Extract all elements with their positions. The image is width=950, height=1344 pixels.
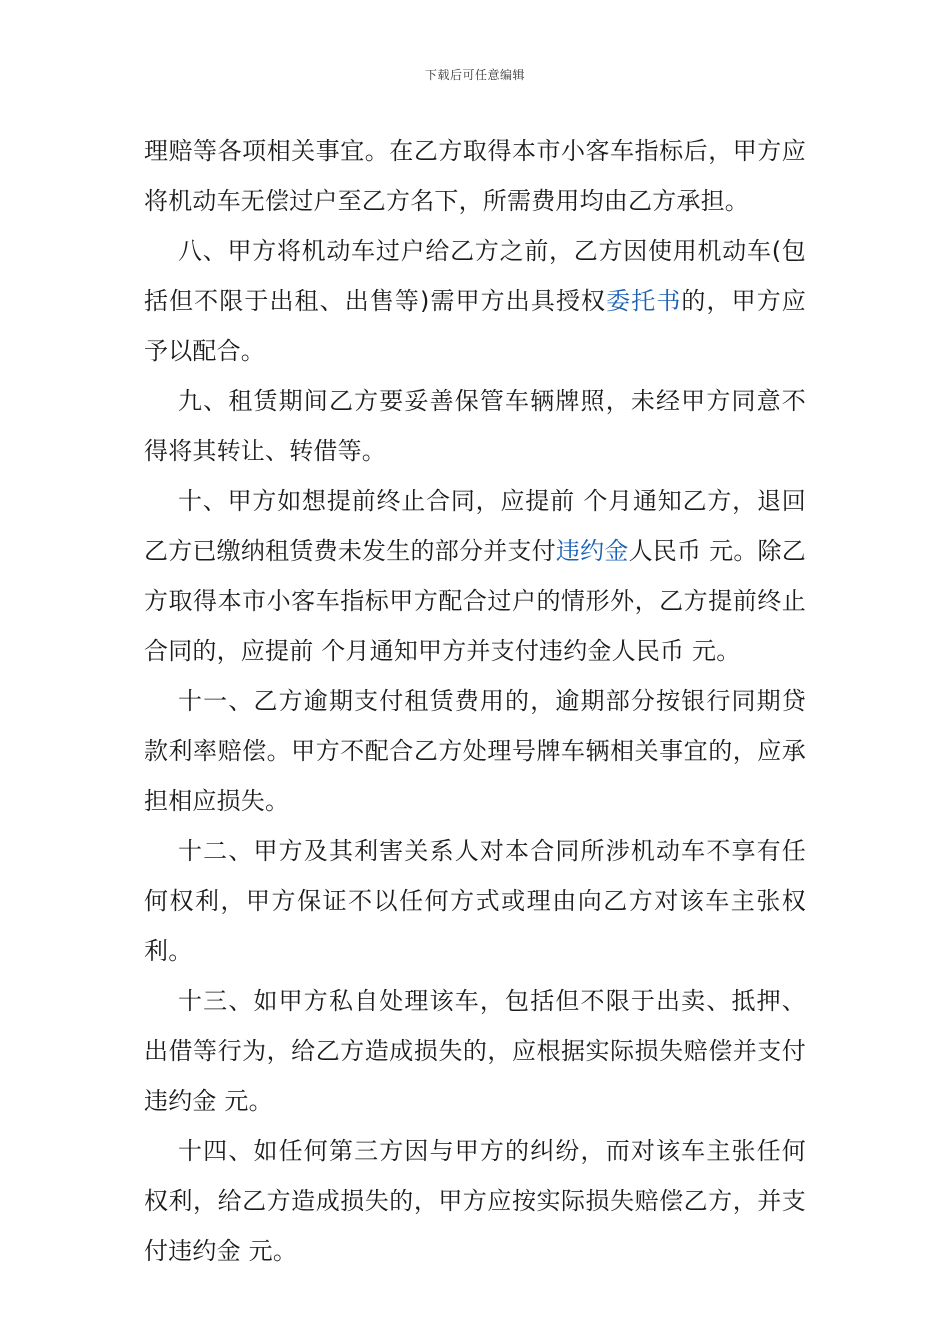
paragraph-text: 理赔等各项相关事宜。在乙方取得本市小客车指标后，甲方应将机动车无偿过户至乙方名下，所需费用均由乙方承担。	[144, 137, 806, 215]
paragraph-continuation	[144, 126, 806, 226]
paragraph-clause-11	[144, 676, 806, 826]
paragraph-clause-10	[144, 476, 806, 676]
paragraph-text: 十、甲方如想提前终止合同，应提前 个月通知乙方，退回乙方已缴纳租赁费未发生的部分并支付	[144, 487, 806, 565]
paragraph-text: 十三、如甲方私自处理该车，包括但不限于出卖、抵押、出借等行为，给乙方造成损失的，应根据实际损失赔偿并支付违约金 元。	[144, 987, 806, 1115]
paragraph-text: 人民币 元。除乙方取得本市小客车指标甲方配合过户的情形外，乙方提前终止合同的，应提前 个月通知甲方并支付违约金人民币 元。	[144, 537, 806, 665]
document-body	[144, 126, 806, 1276]
page-header: 下载后可任意编辑	[424, 68, 525, 82]
paragraph-clause-13	[144, 976, 806, 1126]
paragraph-text: 十一、乙方逾期支付租赁费用的，逾期部分按银行同期贷款利率赔偿。甲方不配合乙方处理号牌车辆相关事宜的，应承担相应损失。	[144, 687, 806, 815]
paragraph-text: 十四、如任何第三方因与甲方的纠纷，而对该车主张任何权利，给乙方造成损失的，甲方应按实际损失赔偿乙方，并支付违约金 元。	[144, 1137, 806, 1265]
paragraph-text: 八、甲方将机动车过户给乙方之前，乙方因使用机动车(包括但不限于出租、出售等)需甲方出具授权	[144, 237, 806, 315]
link-liquidated-damages[interactable]: 违约金	[555, 537, 629, 565]
paragraph-text: 的，甲方应予以配合。	[144, 287, 806, 365]
paragraph-text: 十二、甲方及其利害关系人对本合同所涉机动车不享有任何权利，甲方保证不以任何方式或理由向乙方对该车主张权利。	[144, 837, 806, 965]
paragraph-clause-9	[144, 376, 806, 476]
paragraph-text: 九、租赁期间乙方要妥善保管车辆牌照，未经甲方同意不得将其转让、转借等。	[144, 387, 806, 465]
paragraph-clause-12	[144, 826, 806, 976]
link-power-of-attorney[interactable]: 委托书	[606, 287, 682, 315]
paragraph-clause-8	[144, 226, 806, 376]
paragraph-clause-14	[144, 1126, 806, 1276]
